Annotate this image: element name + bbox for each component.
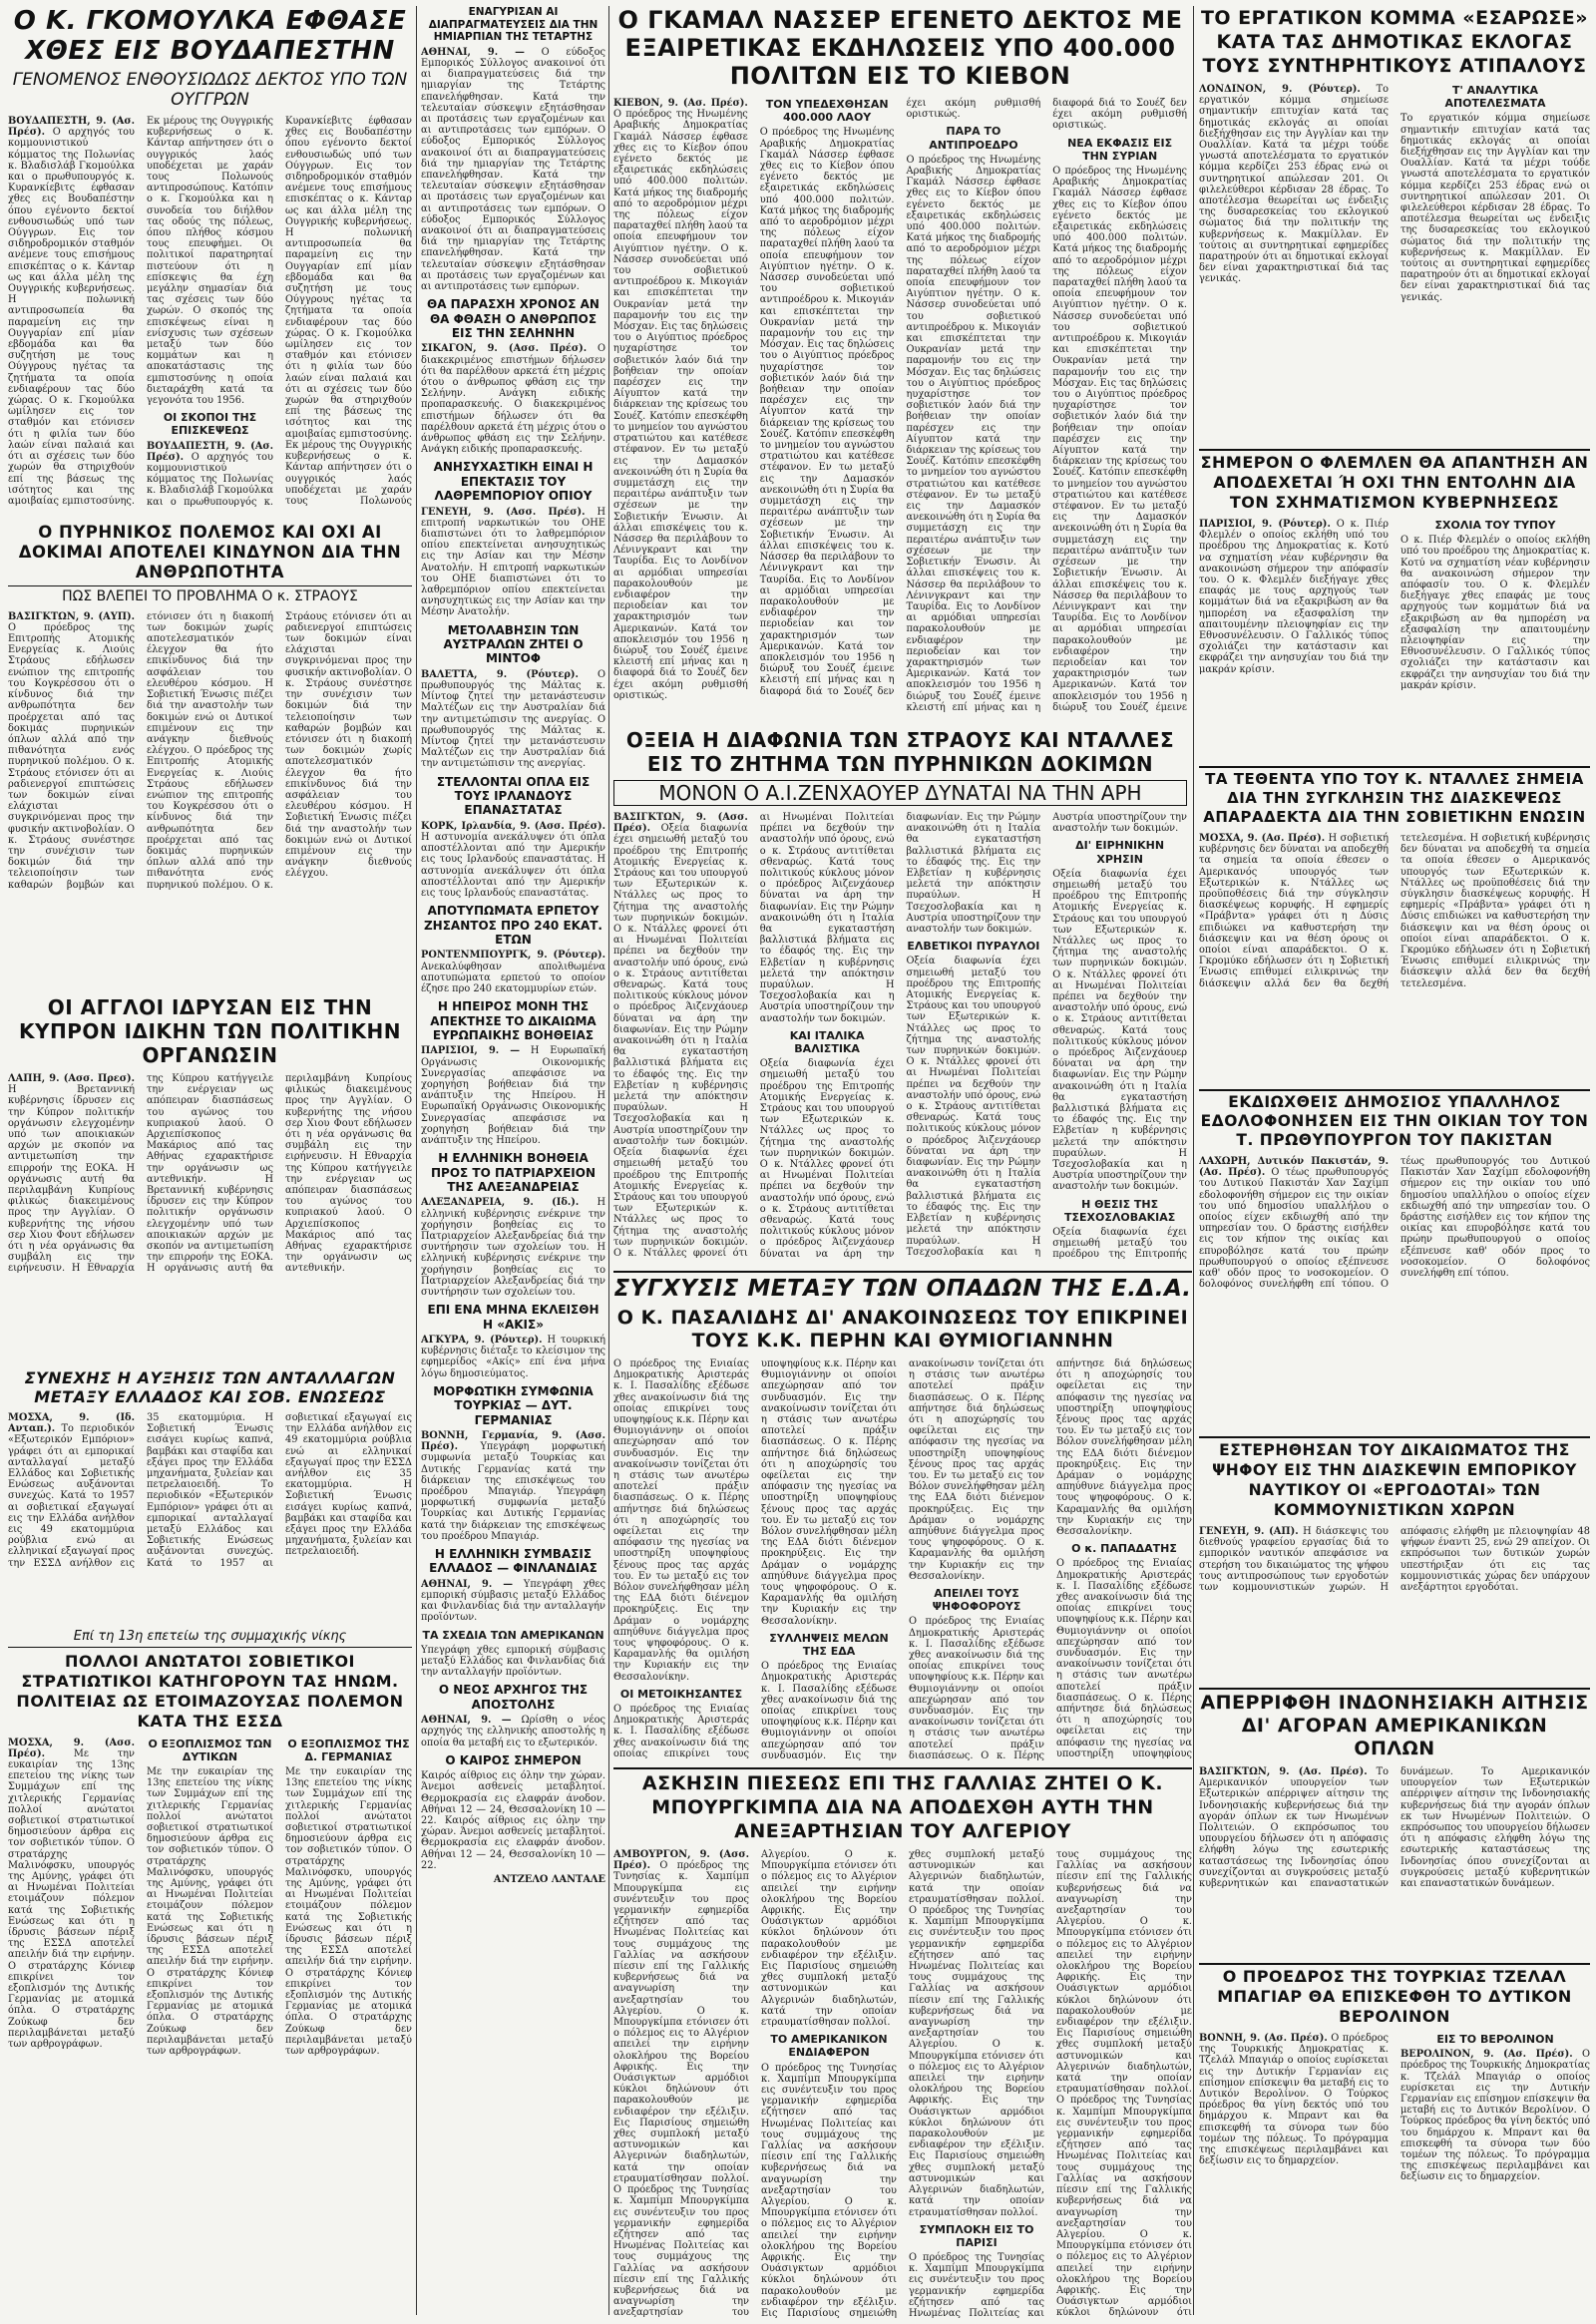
- body-text: Η Βρεταννική κυβέρνησις ίδρυσεν εις την Κύπρον πολιτικήν οργάνωσιν ελεγχομένην υπό των αποικιακών αρχών με σκοπόν να αντιμετωπίση την επιρροήν της ΕΟΚΑ. Η οργάνωσις αυτή θα περιλαμβάνη Κυπρίους φιλικώς διακειμένους προς την Αγγλίαν. Ο κυβερνήτης της νήσου σερ Χιου Φουτ εδήλωσεν ότι η νέα οργάνωσις θα συμβάλη εις την ειρήνευσιν. Η Εθναρχία της Κύπρου κατήγγειλε την ενέργειαν ως απόπειραν διασπάσεως του αγώνος του κυπριακού λαού. Ο Αρχιεπίσκοπος Μακάριος από τας Αθήνας εχαρακτήρισε την οργάνωσιν ως αντεθνικήν.: [147, 1073, 412, 1275]
- body-text: Οξεία διαφωνία έχει σημειωθή μεταξύ του προέδρου της Επιτροπής Ατομικής Ενεργείας κ. Στράους και του υπουργού των Εξωτερικών κ. Ντάλλες ως προς το ζήτημα της αναστολής των πυρηνικών δοκιμών. Ο κ. Ντάλλες φρονεί ότι αι Ηνωμέναι Πολιτείαι πρέπει να δεχθούν την αναστολήν υπό όρους, ενώ ο κ. Στράους αντιτίθεται σθεναρώς. Κατά τους πολιτικούς κύκλους μόνον ο πρόεδρος Άιζενχάουερ δύναται να άρη την διαφωνίαν. Εις την Ρώμην ανακοινώθη ότι η Ιταλία θα εγκαταστήση βαλλιστικά βλήματα εις το έδαφός της. Εις την Ελβετίαν η κυβέρνησις μελετά την απόκτησιν πυραύλων. Η Τσεχοσλοβακία και η Αυστρία υποστηρίζουν την αναστολήν των δοκιμών.: [759, 812, 1041, 1260]
- article-body: [613, 98, 1187, 716]
- headline: ΑΝΗΣΥΧΑΣΤΙΚΗ ΕΙΝΑΙ Η ΕΠΕΚΤΑΣΙΣ ΤΟΥ ΛΑΘΡΕΜΠΟΡΙΟΥ ΟΠΙΟΥ: [433, 460, 594, 504]
- body-text: Ο πρόεδρος της Επιτροπής Ατομικής Ενεργείας κ. Λιούις Στράους εδήλωσεν ενώπιον της επιτροπής του Κογκρέσσου ότι ο κίνδυνος διά την ανθρωπότητα δεν προέρχεται από τας δοκιμάς πυρηνικών όπλων αλλά από την πιθανότητα ενός πυρηνικού πολέμου. Ο κ. Στράους ετόνισεν ότι αι ραδιενεργοί επιπτώσεις των δοκιμών είναι ελάχισται συγκρινόμεναι προς την φυσικήν ακτινοβολίαν. Ο κ. Στράους συνέστησε την συνέχισιν των δοκιμών διά την τελειοποίησιν των καθαρών βομβών και ετόνισεν ότι η διακοπή των δοκιμών χωρίς αποτελεσματικόν έλεγχον θα ήτο επικίνδυνος διά την ασφάλειαν του ελευθέρου κόσμου. Η Σοβιετική Ένωσις πιέζει διά την αναστολήν των δοκιμών ενώ οι Δυτικοί επιμένουν εις την ανάγκην διεθνούς ελέγχου.: [8, 610, 273, 891]
- article-body: [1199, 833, 1590, 1082]
- dateline: ΓΕΝΕΥΗ, 9. (Ασσ. Πρέσ).: [421, 506, 586, 518]
- article-body: [421, 1715, 605, 1748]
- body-text: Με την ευκαιρίαν της 13ης επετείου της νίκης των Συμμάχων επί της χιτλερικής Γερμανίας πολλοί ανώτατοι σοβιετικοί στρατιωτικοί δημοσιεύουν άρθρα εις τον σοβιετικόν τύπον. Ο στρατάρχης Μαλινόφσκυ, υπουργός της Αμύνης, γράφει ότι αι Ηνωμέναι Πολιτείαι ετοιμάζουν πόλεμον κατά της Σοβιετικής Ενώσεως και ότι η ίδρυσις βάσεων πέριξ της ΕΣΣΔ αποτελεί απειλήν διά την ειρήνην. Ο στρατάρχης Κόνιεφ επικρίνει τον εξοπλισμόν της Δυτικής Γερμανίας με ατομικά όπλα. Ο στρατάρχης Ζούκωφ δεν περιλαμβάνεται μεταξύ των αρθρογράφων.: [147, 1765, 273, 2057]
- body-text: Ο πρόεδρος της Ενιαίας Δημοκρατικής Αριστεράς κ. Ι. Πασαλίδης εξέδωσε χθες ανακοίνωσιν διά της οποίας επικρίνει τους υποψηφίους κ.κ. Πέρην και Θυμιογιάννην οι οποίοι απεχώρησαν από τον συνδυασμόν. Εις την ανακοίνωσιν τονίζεται ότι η στάσις των ανωτέρω αποτελεί πράξιν διασπάσεως. Ο κ. Πέρης απήντησε διά δηλώσεως ότι η αποχώρησίς του οφείλεται εις την απόφασιν της ηγεσίας να υποστηρίξη υποψηφίους ξένους προς τας αρχάς του. Εν τω μεταξύ εις τον Βόλον συνελήφθησαν μέλη της ΕΔΑ διότι διένεμον προκηρύξεις. Εις την Δράμαν ο νομάρχης απηύθυνε διάγγελμα προς τους ψηφοφόρους. Ο κ. Καραμανλής θα ομιλήση την Κυριακήν εις την Θεσσαλονίκην.: [909, 1358, 1192, 1761]
- body-text: Η Ευρωπαϊκή Οργάνωσις Οικονομικής Συνεργασίας απεφάσισε να χορηγήση βοήθειαν διά την ανάπτυξιν της Ηπείρου.: [421, 1090, 605, 1147]
- article-body: [421, 1430, 605, 1542]
- headline: ΤΟ ΕΡΓΑΤΙΚΟΝ ΚΟΜΜΑ «ΕΣΑΡΩΣΕ» ΚΑΤΑ ΤΑΣ ΔΗΜΟΤΙΚΑΣ ΕΚΛΟΓΑΣ ΤΟΥΣ ΣΥΝΤΗΡΗΤΙΚΟΥΣ ΑΤΙΠΑΛΟΥΣ: [1200, 7, 1589, 77]
- headline: ΘΑ ΠΑΡΑΣΧΗ ΧΡΟΝΟΣ ΑΝ ΘΑ ΦΘΑΣΗ Ο ΑΝΘΡΩΠΟΣ ΕΙΣ ΤΗΝ ΣΕΛΗΝΗΝ: [427, 297, 599, 341]
- article-cyprus: [8, 995, 412, 1364]
- article-body: [421, 1335, 605, 1379]
- body-text: Το Αμερικανικόν υπουργείον των Εξωτερικών απέρριψεν αίτησιν της Ινδονησιακής κυβερνήσεως διά την αγοράν όπλων εκ των Ηνωμένων Πολιτειών. Ο εκπρόσωπος του υπουργείου δήλωσεν ότι η απόφασις ελήφθη λόγω της εσωτερικής καταστάσεως της Ινδονησίας όπου συνεχίζονται αι συγκρούσεις μεταξύ κυβερνητικών και επαναστατικών δυνάμεων.: [1199, 1766, 1453, 1890]
- section-heading: ΤΟ ΑΜΕΡΙΚΑΝΙΚΟΝ ΕΝΔΙΑΦΕΡΟΝ: [770, 2033, 888, 2060]
- section-heading: ΟΙ ΣΚΟΠΟΙ ΤΗΣ ΕΠΙΣΚΕΨΕΩΣ: [163, 411, 257, 438]
- section-heading: ΝΕΑ ΕΚΦΑΣΙΣ ΕΙΣ ΤΗΝ ΣΥΡΙΑΝ: [1067, 136, 1173, 163]
- body-text: Ανεκαλύφθησαν απολιθωμένα αποτυπώματα ερπετού το οποίον έζησε προ 240 εκατομμυρίων ετών.: [421, 961, 605, 995]
- dateline: ΑΛΕΞΑΝΔΡΕΙΑ, 9. (Ιδ.).: [421, 1197, 580, 1209]
- article-body: [8, 1738, 412, 2318]
- article-greece-ussr: [8, 1368, 412, 1626]
- article-indonesia: [1199, 1688, 1590, 1959]
- headline: ΑΠΟΤΥΠΩΜΑΤΑ ΕΡΠΕΤΟΥ ΖΗΣΑΝΤΟΣ ΠΡΟ 240 ΕΚΑΤ. ΕΤΩΝ: [423, 904, 602, 948]
- headline: Ο ΝΕΟΣ ΑΡΧΗΓΟΣ ΤΗΣ ΑΠΟΣΤΟΛΗΣ: [438, 1683, 589, 1712]
- section-heading: Ο ΕΞΟΠΛΙΣΜΟΣ ΤΩΝ ΔΥΤΙΚΩΝ: [148, 1737, 272, 1763]
- byline: ΑΝΤΖΕΛΟ ΛΑΝΤΑΛΕ: [493, 1874, 605, 1886]
- dateline: ΒΟΥΔΑΠΕΣΤΗ, 9. (Ασ. Πρέσ).: [8, 116, 135, 139]
- body-text: Ο πρόεδρος της Ενιαίας Δημοκρατικής Αριστεράς κ. Ι. Πασαλίδης εξέδωσε χθες ανακοίνωσιν διά της οποίας επικρίνει τους υποψηφίους κ.κ. Πέρην και Θυμιογιάννην οι οποίοι απεχώρησαν από τον συνδυασμόν. Εις την ανακοίνωσιν τονίζεται ότι η στάσις των ανωτέρω αποτελεί πράξιν διασπάσεως. Ο κ. Πέρης απήντησε διά δηλώσεως ότι η αποχώρησίς του οφείλεται εις την απόφασιν της ηγεσίας να υποστηρίξη υποψηφίους ξένους προς τας αρχάς του. Εν τω μεταξύ εις τον Βόλον συνελήφθησαν μέλη της ΕΔΑ διότι διένεμον προκηρύξεις. Εις την Δράμαν ο νομάρχης απηύθυνε διάγγελμα προς τους ψηφοφόρους. Ο κ. Καραμανλής θα ομιλήση την Κυριακήν εις την Θεσσαλονίκην.: [761, 1358, 1044, 1761]
- section-heading: ΤΑ ΣΧΕΔΙΑ ΤΩΝ ΑΜΕΡΙΚΑΝΩΝ: [422, 1628, 604, 1642]
- body-text: Το περιοδικόν «Εξωτερικόν Εμπόριον» γράφει ότι αι εμπορικαί ανταλλαγαί μεταξύ Ελλάδος και Σοβιετικής Ενώσεως αυξάνονται συνεχώς. Κατά το 1957 αι σοβιετικαί εξαγωγαί εις την Ελλάδα ανήλθον εις 49 εκατομμύρια ρούβλια ενώ αι ελληνικαί εξαγωγαί προς την ΕΣΣΔ ανήλθον εις 35 εκατομμύρια. Η Σοβιετική Ένωσις εισάγει κυρίως καπνά, βαμβάκι και σταφίδα και εξάγει προς την Ελλάδα μηχανήματα, ξυλείαν και πετρελαιοειδή.: [147, 1412, 412, 1569]
- headline: ΑΠΕΡΡΙΦΘΗ ΙΝΔΟΝΗΣΙΑΚΗ ΑΙΤΗΣΙΣ ΔΙ' ΑΓΟΡΑΝ ΑΜΕΡΙΚΑΝΙΚΩΝ ΟΠΛΩΝ: [1199, 1688, 1590, 1760]
- article-shipowners: [1199, 1436, 1590, 1684]
- article-nuclear-war: [8, 523, 412, 991]
- article-body: [1199, 84, 1590, 433]
- dateline: ΒΑΣΙΓΚΤΩΝ, 9. (Ασσ. Πρέσ).: [613, 812, 748, 835]
- headline: ΜΕΤΟΛΑΒΗΣΙΝ ΤΩΝ ΑΥΣΤΡΑΛΩΝ ΖΗΤΕΙ Ο ΜΙΝΤΟΦ: [443, 622, 584, 666]
- body-text: Ο τέως πρωθυπουργός του Δυτικού Πακιστάν Χαν Σαχίμπ εδολοφονήθη σήμερον εις την οικίαν του υπό δημοσίου υπαλλήλου ο οποίος είχεν εκδιωχθή από την υπηρεσίαν του. Ο δράστης εισήλθεν εις τον κήπον της οικίας και επυροβόλησε κατά του πρώην πρωθυπουργού ο οποίος εξέπνευσε καθ' οδόν προς το νοσοκομείον. Ο δολοφόνος συνελήφθη επί τόπου.: [1199, 1167, 1389, 1291]
- body-text: Ο κ. Πιέρ Φλεμλέν ο οποίος εκλήθη υπό του προέδρου της Δημοκρατίας κ. Κοτύ να σχηματίση νέαν κυβέρνησιν θα ανακοινώση σήμερον την απόφασίν του. Ο κ. Φλεμλέν διεξήγαγε χθες επαφάς με τους αρχηγούς των κομμάτων διά να εξακριβώση αν θα ημπορέση να εξασφαλίση την απαιτουμένην πλειοψηφίαν εις την Εθνοσυνέλευσιν. Ο Γαλλικός τύπος σχολιάζει την κατάστασιν και εκφράζει την ανησυχίαν του διά την μακράν κρίσιν.: [1400, 535, 1590, 691]
- section-heading: ΚΑΙ ΙΤΑΛΙΚΑ ΒΑΛΙΣΤΙΚΑ: [789, 1028, 865, 1056]
- headline: ΕΠΙ ΕΝΑ ΜΗΝΑ ΕΚΛΕΙΣΘΗ Η «ΑΚΙΣ»: [427, 1303, 599, 1332]
- column-rule: [416, 6, 417, 2315]
- headline: Η ΕΛΛΗΝΙΚΗ ΒΟΗΘΕΙΑ ΠΡΟΣ ΤΟ ΠΑΤΡΙΑΡΧΕΙΟΝ ΤΗΣ ΑΛΕΞΑΝΔΡΕΙΑΣ: [431, 1151, 596, 1195]
- body-text: Υπεγράφη χθες εμπορική σύμβασις μεταξύ Ελλάδος και Φινλανδίας διά την ανταλλαγήν προϊόντων.: [421, 1578, 605, 1624]
- body-text: Το εργατικόν κόμμα σημείωσε σημαντικήν επιτυχίαν κατά τας δημοτικάς εκλογάς αι οποίαι διεξήχθησαν εις την Αγγλίαν και την Ουαλλίαν. Κατά τα μέχρι τούδε γνωστά αποτελέσματα το εργατικόν κόμμα κερδίζει 253 έδρας ενώ οι συντηρητικοί απώλεσαν 201. Οι φιλελεύθεροι κέρδισαν 28 έδρας. Το αποτέλεσμα θεωρείται ως ένδειξις της δυσαρεσκείας του εκλογικού σώματος διά την πολιτικήν της κυβερνήσεως κ. Μακμίλλαν. Εν τούτοις αι συντηρητικαί εφημερίδες παρατηρούν ότι αι δημοτικαί εκλογαί δεν είναι χαρακτηριστικαί διά τας γενικάς.: [1400, 113, 1590, 303]
- dateline: ΑΘΗΝΑΙ, 9. —: [421, 46, 525, 58]
- dateline: ΚΙΕΒΟΝ, 9. (Ασ. Πρέσ).: [613, 98, 748, 109]
- body-text: Ο εύδοξος Εμπορικός Σύλλογος ανακοινοί ότι αι διαπραγματεύσεις διά την ημιαργίαν της Τετάρτης επανελήφθησαν. Κατά την τελευταίαν σύσκεψιν εξητάσθησαν αι προτάσεις των εργαζομένων και αι αντιπροτάσεις των εμπόρων.: [421, 125, 605, 214]
- body-text: Ο αρχηγός του κομμουνιστικού κόμματος της Πολωνίας κ. Βλαδισλάβ Γκομούλκα και ο πρωθυπουργός κ. Κυρανκίεβιτς έφθασαν χθες εις Βουδαπέστην όπου εγένοντο δεκτοί ενθουσιωδώς υπό των Ούγγρων. Εις τον σιδηροδρομικόν σταθμόν ανέμενε τους επισήμους επισκέπτας ο κ. Κάνταρ ως και άλλα μέλη της Ουγγρικής κυβερνήσεως. Η πολωνική αντιπροσωπεία θα παραμείνη εις την Ουγγαρίαν επί μίαν εβδομάδα και θα συζητήση με τους Ούγγρους ηγέτας τα ζητήματα τα οποία ενδιαφέρουν τας δύο χώρας. Ο κ. Γκομούλκα ωμίλησεν εις τον σταθμόν και ετόνισεν ότι η φιλία των δύο λαών είναι παλαιά και ότι αι σχέσεις των δύο χωρών θα στηριχθούν επί της βάσεως της ισότητος και της αμοιβαίας εμπιστοσύνης. Εκ μέρους της Ουγγρικής κυβερνήσεως ο κ. Κάνταρ απήντησεν ότι ο ουγγρικός λαός υποδέχεται με χαράν τους Πολωνούς αντιπροσώπους. Κατόπιν ο κ. Γκομούλκα και η συνοδεία του διήλθον τας οδούς της πόλεως, όπου πλήθος κόσμου τους επευφήμει. Οι πολιτικοί παρατηρηταί πιστεύουν ότι η επίσκεψις θα έχη μεγάλην σημασίαν διά τας σχέσεις των δύο χωρών. Ο σκοπός της επισκέψεως είναι η ενίσχυσις των σχέσεων μεταξύ των δύο κομμάτων και η αποκατάστασις της εμπιστοσύνης η οποία διεταράχθη κατά τα γεγονότα του 1956.: [8, 116, 273, 507]
- body-text: Ο πρόεδρος της Ηνωμένης Αραβικής Δημοκρατίας Γκαμάλ Νάσσερ έφθασε χθες εις το Κίεβον όπου εγένετο δεκτός με εξαιρετικάς εκδηλώσεις υπό 400.000 πολιτών. Κατά μήκος της διαδρομής από το αεροδρόμιον μέχρι της πόλεως είχον παραταχθεί πλήθη λαού τα οποία επευφήμουν τον Αιγύπτιον ηγέτην. Ο κ. Νάσσερ συνοδεύεται υπό του σοβιετικού αντιπροέδρου κ. Μικογιάν και επισκέπτεται την Ουκρανίαν μετά την παραμονήν του εις την Μόσχαν. Εις τας δηλώσεις του ο Αιγύπτιος πρόεδρος ηυχαρίστησε τον σοβιετικόν λαόν διά την βοήθειαν την οποίαν παρέσχεν εις την Αίγυπτον κατά την διάρκειαν της κρίσεως του Σουέζ. Κατόπιν επεσκέφθη το μνημείον του αγνώστου στρατιώτου και κατέθεσε στέφανον. Εν τω μεταξύ εις την Δαμασκόν ανεκοινώθη ότι η Συρία θα συμμετάσχη εις την περαιτέρω ανάπτυξιν των σχέσεων με την Σοβιετικήν Ένωσιν. Αι άλλαι επισκέψεις του κ. Νάσσερ θα περιλάβουν το Λένινγκραντ και την Ταυρίδα. Εις το Λονδίνον αι αρμόδιαι υπηρεσίαι παρακολουθούν με ενδιαφέρον την περιοδείαν και τον χαρακτηρισμόν των Αμερικανών. Κατά τον αποκλεισμόν του 1956 η διώρυξ του Σουέζ έμεινε κλειστή επί μήνας και η διαφορά διά το Σουέζ δεν έχει ακόμη ρυθμισθή οριστικώς.: [613, 109, 748, 701]
- article-body: [421, 1579, 605, 1679]
- dateline: ΜΟΣΧΑ, 9. (Ασσ. Πρέσ).: [8, 1737, 135, 1759]
- headline: Ο ΠΡΟΕΔΡΟΣ ΤΗΣ ΤΟΥΡΚΙΑΣ ΤΖΕΛΑΛ ΜΠΑΓΙΑΡ ΘΑ ΕΠΙΣΚΕΦΘΗ ΤΟ ΔΥΤΙΚΟΝ ΒΕΡΟΛΙΝΟΝ: [1199, 1963, 1590, 2027]
- section-heading: Ο κ. ΠΑΠΑΔΑΤΗΣ: [1071, 1542, 1177, 1556]
- article-body: [1199, 1156, 1590, 1430]
- body-text: Ωρίσθη ο νέος αρχηγός της ελληνικής αποστολής η οποία θα μεταβή εις το εξωτερικόν.: [421, 1715, 605, 1748]
- headline: Η ΗΠΕΙΡΟΣ ΜΟΝΗ ΤΗΣ ΑΠΕΚΤΗΣΕ ΤΟ ΔΙΚΑΙΩΜΑ ΕΥΡΩΠΑΙΚΗΣ ΒΟΗΘΕΙΑΣ: [430, 999, 597, 1043]
- body-text: Η Βρεταννική κυβέρνησις ίδρυσεν εις την Κύπρον πολιτικήν οργάνωσιν ελεγχομένην υπό των αποικιακών αρχών με σκοπόν να αντιμετωπίση την επιρροήν της ΕΟΚΑ. Η οργάνωσις αυτή θα περιλαμβάνη Κυπρίους φιλικώς διακειμένους προς την Αγγλίαν. Ο κυβερνήτης της νήσου σερ Χιου Φουτ εδήλωσεν ότι η νέα οργάνωσις θα συμβάλη εις την ειρήνευσιν. Η Εθναρχία της Κύπρου κατήγγειλε την ενέργειαν ως απόπειραν διασπάσεως του αγώνος του κυπριακού λαού. Ο Αρχιεπίσκοπος Μακάριος από τας Αθήνας εχαρακτήρισε την οργάνωσιν ως αντεθνικήν.: [8, 1073, 273, 1275]
- article-gomulka: [8, 6, 412, 520]
- headline: ΣΤΕΛΛΟΝΤΑΙ ΟΠΛΑ ΕΙΣ ΤΟΥΣ ΙΡΛΑΝΔΟΥΣ ΕΠΑΝΑΣΤΑΤΑΣ: [436, 774, 591, 818]
- headline: Ο Κ. ΓΚΟΜΟΥΛΚΑ ΕΦΘΑΣΕ ΧΘΕΣ ΕΙΣ ΒΟΥΔΑΠΕΣΤΗΝ: [13, 6, 407, 66]
- section-heading: ΣΧΟΛΙΑ ΤΟΥ ΤΥΠΟΥ: [1434, 519, 1556, 532]
- body-text: Καιρός αίθριος εις όλην την χώραν. Άνεμοι ασθενείς μεταβλητοί. Θερμοκρασία εις ελαφράν άνοδον. Αθήναι 12 — 24, Θεσσαλονίκη 10 — 22.: [421, 1770, 605, 1827]
- dateline: ΑΜΒΟΥΡΓΟΝ, 9. (Ασσ. Πρέσ).: [613, 1849, 749, 1872]
- article-body: [1199, 2033, 1590, 2318]
- body-text: Ο πρόεδρος της Τυνησίας κ. Χαμπίμπ Μπουργκίμπα εις συνέντευξιν του προς γερμανικήν εφημερίδα εζήτησεν από τας Ηνωμένας Πολιτείας και τους συμμάχους της Γαλλίας να ασκήσουν πίεσιν επί της Γαλλικής κυβερνήσεως διά να αναγνωρίση την ανεξαρτησίαν του Αλγερίου. Ο κ. Μπουργκίμπα ετόνισεν ότι ο πόλεμος εις το Αλγέριον απειλεί την ειρήνην ολοκλήρου της Βορείου Αφρικής. Εις την Ουάσιγκτων αρμόδιοι κύκλοι δηλώνουν ότι: [1056, 2095, 1192, 2318]
- article-eda: [613, 1271, 1192, 1764]
- body-text: Η ελληνική κυβέρνησις ενέκρινε την χορήγησιν βοηθείας εις το Πατριαρχείον Αλεξανδρείας διά την συντήρησιν των σχολείων του.: [421, 1197, 605, 1254]
- section-heading: ΟΙ ΜΕΤΟΙΚΗΣΑΝΤΕΣ: [619, 1687, 743, 1701]
- article-body: [421, 669, 605, 770]
- body-text: Το Αμερικανικόν υπουργείον των Εξωτερικών απέρριψεν αίτησιν της Ινδονησιακής κυβερνήσεως διά την αγοράν όπλων εκ των Ηνωμένων Πολιτειών. Ο εκπρόσωπος του υπουργείου δήλωσεν ότι η απόφασις ελήφθη λόγω της εσωτερικής καταστάσεως της Ινδονησίας όπου συνεχίζονται αι συγκρούσεις μεταξύ κυβερνητικών και επαναστατικών δυνάμεων.: [1400, 1766, 1590, 1890]
- body-text: Η διάσκεψις του διεθνούς γραφείου εργασίας διά το εμπορικόν ναυτικόν απεφάσισε να στερήση του δικαιώματος της ψήφου τους αντιπροσώπους των εργοδοτών των κομμουνιστικών χωρών. Η απόφασις ελήφθη με πλειοψηφίαν 48 ψήφων έναντι 25, ενώ 29 απείχον. Οι εκπρόσωποι των δυτικών χωρών υπεστήριξαν ότι εις τας κομμουνιστικάς χώρας δεν υπάρχουν ανεξάρτητοι εργοδόται.: [1199, 1526, 1590, 1594]
- body-text: Η επιτροπή ναρκωτικών του ΟΗΕ διαπιστώνει ότι το λαθρεμπόριον οπίου επεκτείνεται ανησυχητικώς εις την Ασίαν και την Μέσην Ανατολήν.: [421, 562, 605, 618]
- body-text: Ο πρόεδρος της Ηνωμένης Αραβικής Δημοκρατίας Γκαμάλ Νάσσερ έφθασε χθες εις το Κίεβον όπου εγένετο δεκτός με εξαιρετικάς εκδηλώσεις υπό 400.000 πολιτών. Κατά μήκος της διαδρομής από το αεροδρόμιον μέχρι της πόλεως είχον παραταχθεί πλήθη λαού τα οποία επευφήμουν τον Αιγύπτιον ηγέτην. Ο κ. Νάσσερ συνοδεύεται υπό του σοβιετικού αντιπροέδρου κ. Μικογιάν και επισκέπτεται την Ουκρανίαν μετά την παραμονήν του εις την Μόσχαν. Εις τας δηλώσεις του ο Αιγύπτιος πρόεδρος ηυχαρίστησε τον σοβιετικόν λαόν διά την βοήθειαν την οποίαν παρέσχεν εις την Αίγυπτον κατά την διάρκειαν της κρίσεως του Σουέζ. Κατόπιν επεσκέφθη το μνημείον του αγνώστου στρατιώτου και κατέθεσε στέφανον. Εν τω μεταξύ εις την Δαμασκόν ανεκοινώθη ότι η Συρία θα συμμετάσχη εις την περαιτέρω ανάπτυξιν των σχέσεων με την Σοβιετικήν Ένωσιν. Αι άλλαι επισκέψεις του κ. Νάσσερ θα περιλάβουν το Λένινγκραντ και την Ταυρίδα. Εις το Λονδίνον αι αρμόδιαι υπηρεσίαι παρακολουθούν με ενδιαφέρον την περιοδείαν και τον χαρακτηρισμόν των Αμερικανών. Κατά τον αποκλεισμόν του 1956 η διώρυξ του Σουέζ έμεινε κλειστή επί μήνας και η διαφορά διά το Σουέζ δεν έχει ακόμη ρυθμισθή οριστικώς.: [759, 98, 1041, 697]
- body-text: Η αστυνομία ανεκάλυψεν ότι όπλα αποστέλλονται από την Αμερικήν εις τους Ιρλανδούς επαναστάτας.: [421, 832, 605, 866]
- body-text: Το εργατικόν κόμμα σημείωσε σημαντικήν επιτυχίαν κατά τας δημοτικάς εκλογάς αι οποίαι διεξήχθησαν εις την Αγγλίαν και την Ουαλλίαν. Κατά τα μέχρι τούδε γνωστά αποτελέσματα το εργατικόν κόμμα κερδίζει 253 έδρας ενώ οι συντηρητικοί απώλεσαν 201. Οι φιλελεύθεροι κέρδισαν 28 έδρας. Το αποτέλεσμα θεωρείται ως ένδειξις της δυσαρεσκείας του εκλογικού σώματος διά την πολιτικήν της κυβερνήσεως κ. Μακμίλλαν. Εν τούτοις αι συντηρητικαί εφημερίδες παρατηρούν ότι αι δημοτικαί εκλογαί δεν είναι χαρακτηριστικαί διά τας γενικάς.: [1199, 84, 1389, 285]
- article-dulles-strauss: [613, 728, 1187, 1267]
- article-body: [1199, 1526, 1590, 1684]
- body-text: Η τουρκική κυβέρνησις διέταξε το κλείσιμον της εφημερίδος «Ακίς» επί ένα μήνα λόγω δημοσιεύματος.: [421, 1335, 605, 1379]
- headline: ΕΚΔΙΩΧΘΕΙΣ ΔΗΜΟΣΙΟΣ ΥΠΑΛΛΗΛΟΣ ΕΔΟΛΟΦΟΝΗΣΕΝ ΕΙΣ ΤΗΝ ΟΙΚΙΑΝ ΤΟΥ ΤΟΝ Τ. ΠΡΩΘΥΠΟΥΡΓΟΝ ΤΟΥ ΠΑΚΙΣΤΑΝ: [1199, 1089, 1590, 1150]
- section-heading: ΕΙΣ ΤΟ ΒΕΡΟΛΙΝΟΝ: [1436, 2033, 1554, 2046]
- section-heading: ΑΠΕΙΛΕΙ ΤΟΥΣ ΨΗΦΟΦΟΡΟΥΣ: [932, 1587, 1021, 1614]
- headline: Ο ΓΚΑΜΑΛ ΝΑΣΣΕΡ ΕΓΕΝΕΤΟ ΔΕΚΤΟΣ ΜΕ ΕΞΑΙΡΕΤΙΚΑΣ ΕΚΔΗΛΩΣΕΙΣ ΥΠΟ 400.000 ΠΟΛΙΤΩΝ ΕΙΣ ΤΟ ΚΙΕΒΟΝ: [617, 6, 1183, 90]
- column-rule: [608, 6, 609, 2315]
- body-text: Με την ευκαιρίαν της 13ης επετείου της νίκης των Συμμάχων επί της χιτλερικής Γερμανίας πολλοί ανώτατοι σοβιετικοί στρατιωτικοί δημοσιεύουν άρθρα εις τον σοβιετικόν τύπον. Ο στρατάρχης Μαλινόφσκυ, υπουργός της Αμύνης, γράφει ότι αι Ηνωμέναι Πολιτείαι ετοιμάζουν πόλεμον κατά της Σοβιετικής Ενώσεως και ότι η ίδρυσις βάσεων πέριξ της ΕΣΣΔ αποτελεί απειλήν διά την ειρήνην. Ο στρατάρχης Κόνιεφ επικρίνει τον εξοπλισμόν της Δυτικής Γερμανίας με ατομικά όπλα. Ο στρατάρχης Ζούκωφ δεν περιλαμβάνεται μεταξύ των αρθρογράφων.: [285, 1765, 412, 2057]
- section-heading: Η ΘΕΣΙΣ ΤΗΣ ΤΣΕΧΟΣΛΟΒΑΚΙΑΣ: [1063, 1197, 1176, 1224]
- dateline: ΛΟΝΔΙΝΟΝ, 9. (Ρόυτερ).: [1199, 84, 1361, 95]
- dateline: ΛΑΧΩΡΗ, Δυτικόν Πακιστάν, 9. (Ασ. Πρέσ).: [1199, 1156, 1389, 1179]
- body-text: Υπεγράφη χθες εμπορική σύμβασις μεταξύ Ελλάδος και Φινλανδίας διά την ανταλλαγήν προϊόντων.: [421, 1644, 605, 1679]
- dateline: ΣΙΚΑΓΟΝ, 9. (Ασσ. Πρέσ).: [421, 343, 588, 355]
- dateline: ΒΑΣΙΓΚΤΩΝ, 9. (Ασ. Πρέσ).: [1199, 1766, 1368, 1777]
- headline: Ο ΚΑΙΡΟΣ ΣΗΜΕΡΟΝ: [445, 1752, 582, 1767]
- body-text: Οξεία διαφωνία έχει σημειωθή μεταξύ του προέδρου της Επιτροπής: [1052, 1227, 1187, 1261]
- body-text: Ο διακεκριμένος επιστήμων δήλωσεν ότι θα παρέλθουν αρκετά έτη μέχρις ότου ο άνθρωπος φθάση εις την Σελήνην. Ανάγκη ειδικής προπαρασκευής.: [421, 343, 605, 411]
- body-text: Ο πρόεδρος της Επιτροπής Ατομικής Ενεργείας κ. Λιούις Στράους εδήλωσεν ενώπιον της επιτροπής του Κογκρέσσου ότι ο κίνδυνος διά την ανθρωπότητα δεν προέρχεται από τας δοκιμάς πυρηνικών όπλων αλλά από την πιθανότητα ενός πυρηνικού πολέμου. Ο κ. Στράους ετόνισεν ότι αι ραδιενεργοί επιπτώσεις των δοκιμών είναι ελάχισται συγκρινόμεναι προς την φυσικήν ακτινοβολίαν. Ο κ. Στράους συνέστησε την συνέχισιν των δοκιμών διά την τελειοποίησιν των καθαρών βομβών και ετόνισεν ότι η διακοπή των δοκιμών χωρίς αποτελεσματικόν έλεγχον θα ήτο επικίνδυνος διά την ασφάλειαν του ελευθέρου κόσμου. Η Σοβιετική Ένωσις πιέζει διά την αναστολήν των δοκιμών ενώ οι Δυτικοί επιμένουν εις την ανάγκην διεθνούς ελέγχου.: [147, 610, 412, 891]
- headline: ΟΞΕΙΑ Η ΔΙΑΦΩΝΙΑ ΤΩΝ ΣΤΡΑΟΥΣ ΚΑΙ ΝΤΑΛΛΕΣ ΕΙΣ ΤΟ ΖΗΤΗΜΑ ΤΩΝ ΠΥΡΗΝΙΚΩΝ ΔΟΚΙΜΩΝ: [625, 728, 1175, 776]
- body-text: Η σοβιετική κυβέρνησις δεν δύναται να αποδεχθή τα σημεία τα οποία έθεσεν ο Αμερικανός υπουργός των Εξωτερικών κ. Ντάλλες ως προϋποθέσεις διά την σύγκλησιν διασκέψεως κορυφής. Η εφημερίς «Πράβντα» γράφει ότι η Δύσις επιδιώκει να καθυστερήση την διάσκεψιν και να θέση όρους οι οποίοι είναι απαράδεκτοι. Ο κ. Γκρομύκο εδήλωσεν ότι η Σοβιετική Ένωσις επιθυμεί ειλικρινώς την διάσκεψιν αλλά δεν θα δεχθή τετελεσμένα.: [1199, 833, 1467, 989]
- body-text: Οξεία διαφωνία έχει σημειωθή μεταξύ του προέδρου της Επιτροπής Ατομικής Ενεργείας κ. Στράους και του υπουργού των Εξωτερικών κ. Ντάλλες ως προς το ζήτημα της αναστολής των πυρηνικών δοκιμών. Ο κ. Ντάλλες φρονεί ότι αι Ηνωμέναι Πολιτείαι πρέπει να δεχθούν την αναστολήν υπό όρους, ενώ ο κ. Στράους αντιτίθεται σθεναρώς. Κατά τους πολιτικούς κύκλους μόνον ο πρόεδρος Άιζενχάουερ δύναται να άρη την διαφωνίαν. Εις την Ρώμην ανακοινώθη ότι η Ιταλία θα εγκαταστήση βαλλιστικά βλήματα εις το έδαφός της. Εις την Ελβετίαν η κυβέρνησις μελετά την απόκτησιν πυραύλων. Η Τσεχοσλοβακία και η Αυστρία υποστηρίζουν την αναστολήν των δοκιμών.: [906, 812, 1187, 1258]
- subhead: ΠΩΣ ΒΛΕΠΕΙ ΤΟ ΠΡΟΒΛΗΜΑ Ο κ. ΣΤΡΑΟΥΣ: [62, 588, 358, 604]
- article-body: [8, 611, 412, 991]
- body-text: Ο πρόεδρος της Τουρκικής Δημοκρατίας κ. Τζελάλ Μπαγιάρ ο οποίος ευρίσκεται εις την Δυτικήν Γερμανίαν εις επίσημον επίσκεψιν θα μεταβή εις το Δυτικόν Βερολίνον. Ο Τούρκος πρόεδρος θα γίνη δεκτός υπό του δημάρχου κ. Μπραντ και θα επισκεφθή τα σύνορα των δύο τομέων της πόλεως. Το πρόγραμμα της επισκέψεως περιλαμβάνει και δεξίωσιν εις το δημαρχείον.: [1400, 2049, 1590, 2183]
- article-body: [8, 1073, 412, 1364]
- headline: ΣΥΓΧΥΣΙΣ ΜΕΤΑΞΥ ΤΩΝ ΟΠΑΔΩΝ ΤΗΣ Ε.Δ.Α.: [613, 1271, 1192, 1303]
- article-victory: [8, 1630, 412, 2318]
- body-text: Ο πρωθυπουργός της Μάλτας κ. Μίντοφ ζητεί την μετανάστευσιν Μαλτέζων εις την Αυστραλίαν διά την αντιμετώπισιν της ανεργίας.: [421, 668, 605, 725]
- section-heading: ΣΥΛΛΗΨΕΙΣ ΜΕΛΩΝ ΤΗΣ ΕΔΑ: [769, 1631, 889, 1659]
- article-body: [613, 812, 1187, 1266]
- body-text: Ο πρωθυπουργός της Μάλτας κ. Μίντοφ ζητεί την μετανάστευσιν Μαλτέζων εις την Αυστραλίαν διά την αντιμετώπισιν της ανεργίας.: [421, 713, 605, 770]
- article-body: [613, 1849, 1192, 2318]
- headline: ΣΥΝΕΧΗΣ Η ΑΥΞΗΣΙΣ ΤΩΝ ΑΝΤΑΛΛΑΓΩΝ ΜΕΤΑΞΥ ΕΛΛΑΔΟΣ ΚΑΙ ΣΟΒ. ΕΝΩΣΕΩΣ: [24, 1368, 396, 1406]
- article-body: [8, 116, 412, 510]
- dateline: ΜΟΣΧΑ, 9. (Ιδ. Ανταπ.).: [8, 1412, 135, 1435]
- column-briefs: [421, 6, 605, 2318]
- body-text: Ο πρόεδρος της Τυνησίας κ. Χαμπίμπ Μπουργκίμπα εις συνέντευξιν του προς γερμανικήν εφημερίδα εζήτησεν από τας Ηνωμένας Πολιτείας και τους συμμάχους της Γαλλίας να ασκήσουν πίεσιν επί της Γαλλικής κυβερνήσεως διά να αναγνωρίση την ανεξαρτησίαν του Αλγερίου. Ο κ. Μπουργκίμπα ετόνισεν ότι ο πόλεμος εις το Αλγέριον απειλεί την ειρήνην ολοκλήρου της Βορείου Αφρικής. Εις την Ουάσιγκτων αρμόδιοι κύκλοι δηλώνουν ότι παρακολουθούν με ενδιαφέρον την εξέλιξιν. Εις Παρισίους σημειώθη χθες συμπλοκή μεταξύ αστυνομικών και Αλγερινών διαδηλωτών, κατά την οποίαν ετραυματίσθησαν πολλοί.: [909, 1849, 1192, 2318]
- dateline: ΚΟΡΚ, Ιρλανδία, 9. (Ασσ. Πρέσ).: [421, 820, 605, 832]
- article-body: [1199, 519, 1590, 758]
- headline: Ο ΠΥΡΗΝΙΚΟΣ ΠΟΛΕΜΟΣ ΚΑΙ ΟΧΙ ΑΙ ΔΟΚΙΜΑΙ ΑΠΟΤΕΛΕΙ ΚΙΝΔΥΝΟΝ ΔΙΑ ΤΗΝ ΑΝΘΡΩΠΟΤΗΤΑ: [18, 523, 402, 581]
- article-body: [421, 343, 605, 455]
- body-text: Ο κ. Πιέρ Φλεμλέν ο οποίος εκλήθη υπό του προέδρου της Δημοκρατίας κ. Κοτύ να σχηματίση νέαν κυβέρνησιν θα ανακοινώση σήμερον την απόφασίν του. Ο κ. Φλεμλέν διεξήγαγε χθες επαφάς με τους αρχηγούς των κομμάτων διά να εξακριβώση αν θα ημπορέση να εξασφαλίση την απαιτουμένην πλειοψηφίαν εις την Εθνοσυνέλευσιν. Ο Γαλλικός τύπος σχολιάζει την κατάστασιν και εκφράζει την ανησυχίαν του διά την μακράν κρίσιν.: [1199, 519, 1389, 675]
- body-text: Ο πρόεδρος της Τυνησίας κ. Χαμπίμπ Μπουργκίμπα εις συνέντευξιν του προς γερμανικήν εφημερίδα εζήτησεν από τας Ηνωμένας Πολιτείας και τους συμμάχους της Γαλλίας να ασκήσουν πίεσιν επί της Γαλλικής κυβερνήσεως διά να αναγνωρίση την ανεξαρτησίαν του Αλγερίου. Ο κ. Μπουργκίμπα ετόνισεν ότι ο πόλεμος εις το Αλγέριον απειλεί την ειρήνην ολοκλήρου της Βορείου Αφρικής. Εις την Ουάσιγκτων αρμόδιοι κύκλοι δηλώνουν ότι παρακολουθούν με ενδιαφέρον την εξέλιξιν. Εις Παρισίους σημειώθη χθες συμπλοκή μεταξύ αστυνομικών και Αλγερινών διαδηλωτών, κατά την οποίαν ετραυματίσθησαν πολλοί.: [761, 1849, 1044, 2318]
- dateline: ΒΕΡΟΛΙΝΟΝ, 9. (Ασ. Πρέσ).: [1400, 2049, 1573, 2061]
- dateline: ΜΟΣΧΑ, 9. (Ασ. Πρέσ).: [1199, 833, 1326, 844]
- body-text: Υπεγράφη μορφωτική συμφωνία μεταξύ Τουρκίας και Δυτικής Γερμανίας κατά την διάρκειαν της επισκέψεως του προέδρου Μπαγιάρ.: [421, 1486, 605, 1542]
- dateline: ΑΘΗΝΑΙ, 9. —: [421, 1715, 512, 1727]
- body-text: Καιρός αίθριος εις όλην την χώραν. Άνεμοι ασθενείς μεταβλητοί. Θερμοκρασία εις ελαφράν άνοδον. Αθήναι 12 — 24, Θεσσαλονίκη 10 — 22.: [421, 1815, 605, 1871]
- dateline: ΡΟΝΤΕΝΜΠΟΥΡΓΚ, 9. (Ρόυτερ).: [421, 950, 605, 962]
- dateline: ΒΑΣΙΓΚΤΩΝ, 9. (ΑΥΠ).: [8, 610, 135, 622]
- body-text: Η επιτροπή ναρκωτικών του ΟΗΕ διαπιστώνει ότι το λαθρεμπόριον οπίου επεκτείνεται ανησυχητικώς εις την Ασίαν και την Μέσην Ανατολήν.: [421, 506, 605, 574]
- subhead: ΓΕΝΟΜΕΝΟΣ ΕΝΘΟΥΣΙΩΔΩΣ ΔΕΚΤΟΣ ΥΠΟ ΤΩΝ ΟΥΓΓΡΩΝ: [12, 70, 408, 110]
- article-body: [8, 1412, 412, 1622]
- body-text: Ο εύδοξος Εμπορικός Σύλλογος ανακοινοί ότι αι διαπραγματεύσεις διά την ημιαργίαν της Τετάρτης επανελήφθησαν. Κατά την τελευταίαν σύσκεψιν εξητάσθησαν αι προτάσεις των εργαζομένων και αι αντιπροτάσεις των εμπόρων.: [421, 202, 605, 293]
- article-pakistan: [1199, 1089, 1590, 1433]
- section-heading: ΤΟΝ ΥΠΕΔΕΧΘΗΣΑΝ 400.000 ΛΑΟΥ: [765, 98, 889, 125]
- body-text: Ο πρόεδρος της Τουρκικής Δημοκρατίας κ. Τζελάλ Μπαγιάρ ο οποίος ευρίσκεται εις την Δυτικήν Γερμανίαν εις επίσημον επίσκεψιν θα μεταβή εις το Δυτικόν Βερολίνον. Ο Τούρκος πρόεδρος θα γίνη δεκτός υπό του δημάρχου κ. Μπραντ και θα επισκεφθή τα σύνορα των δύο τομέων της πόλεως. Το πρόγραμμα της επισκέψεως περιλαμβάνει και δεξίωσιν εις το δημαρχείον.: [1199, 2033, 1389, 2167]
- article-body: [421, 1197, 605, 1298]
- body-text: Ο τέως πρωθυπουργός του Δυτικού Πακιστάν Χαν Σαχίμπ εδολοφονήθη σήμερον εις την οικίαν του υπό δημοσίου υπαλλήλου ο οποίος είχεν εκδιωχθή από την υπηρεσίαν του. Ο δράστης εισήλθεν εις τον κήπον της οικίας και επυροβόλησε κατά του πρώην πρωθυπουργού ο οποίος εξέπνευσε καθ' οδόν προς το νοσοκομείον. Ο δολοφόνος συνελήφθη επί τόπου.: [1380, 1156, 1590, 1291]
- subhead: ΜΟΝΟΝ Ο Α.Ι.ΖΕΝΧΑΟΥΕΡ ΔΥΝΑΤΑΙ ΝΑ ΤΗΝ ΑΡΗ: [613, 780, 1187, 806]
- body-text: Ο πρόεδρος της Ενιαίας Δημοκρατικής Αριστεράς κ. Ι. Πασαλίδης εξέδωσε χθες ανακοίνωσιν διά της οποίας επικρίνει τους υποψηφίους κ.κ. Πέρην και Θυμιογιάννην οι οποίοι απεχώρησαν από τον συνδυασμόν. Εις την ανακοίνωσιν τονίζεται ότι η στάσις των ανωτέρω αποτελεί πράξιν διασπάσεως. Ο κ. Πέρης απήντησε διά δηλώσεως ότι η αποχώρησίς του οφείλεται εις την απόφασιν της ηγεσίας να υποστηρίξη υποψηφίους ξένους προς τας αρχάς του. Εν τω μεταξύ εις τον Βόλον συνελήφθησαν μέλη της ΕΔΑ διότι διένεμον προκηρύξεις. Εις την Δράμαν ο νομάρχης απηύθυνε διάγγελμα προς τους ψηφοφόρους. Ο κ. Καραμανλής θα ομιλήση την Κυριακήν εις την Θεσσαλονίκην.: [613, 1358, 897, 1759]
- article-body: [421, 47, 605, 292]
- body-text: Ο αρχηγός του κομμουνιστικού κόμματος της Πολωνίας κ. Βλαδισλάβ Γκομούλκα και ο πρωθυπουργός κ. Κυρανκίεβιτς έφθασαν χθες εις Βουδαπέστην όπου εγένοντο δεκτοί ενθουσιωδώς υπό των Ούγγρων. Εις τον σιδηροδρομικόν σταθμόν ανέμενε τους επισήμους επισκέπτας ο κ. Κάνταρ ως και άλλα μέλη της Ουγγρικής κυβερνήσεως. Η πολωνική αντιπροσωπεία θα παραμείνη εις την Ουγγαρίαν επί μίαν εβδομάδα και θα συζητήση με τους Ούγγρους ηγέτας τα ζητήματα τα οποία ενδιαφέρουν τας δύο χώρας. Ο κ. Γκομούλκα ωμίλησεν εις τον σταθμόν και ετόνισεν ότι η φιλία των δύο λαών είναι παλαιά και ότι αι σχέσεις των δύο χωρών θα στηριχθούν επί της βάσεως της ισότητος και της αμοιβαίας εμπιστοσύνης. Εκ μέρους της Ουγγρικής κυβερνήσεως ο κ. Κάνταρ απήντησεν ότι ο ουγγρικός λαός υποδέχεται με χαράν τους Πολωνούς: [147, 116, 412, 508]
- body-text: Η σοβιετική κυβέρνησις δεν δύναται να αποδεχθή τα σημεία τα οποία έθεσεν ο Αμερικανός υπουργός των Εξωτερικών κ. Ντάλλες ως προϋποθέσεις διά την σύγκλησιν διασκέψεως κορυφής. Η εφημερίς «Πράβντα» γράφει ότι η Δύσις επιδιώκει να καθυστερήση την διάσκεψιν και να θέση όρους οι οποίοι είναι απαράδεκτοι. Ο κ. Γκρομύκο εδήλωσεν ότι η Σοβιετική Ένωσις επιθυμεί ειλικρινώς την διάσκεψιν αλλά δεν θα δεχθή τετελεσμένα.: [1400, 833, 1590, 989]
- body-text: Οξεία διαφωνία έχει σημειωθή μεταξύ του προέδρου της Επιτροπής Ατομικής Ενεργείας κ. Στράους και του υπουργού των Εξωτερικών κ. Ντάλλες ως προς το ζήτημα της αναστολής των πυρηνικών δοκιμών. Ο κ. Ντάλλες φρονεί ότι αι Ηνωμέναι Πολιτείαι πρέπει να δεχθούν την αναστολήν υπό όρους, ενώ ο κ. Στράους αντιτίθεται σθεναρώς. Κατά τους πολιτικούς κύκλους μόνον ο πρόεδρος Άιζενχάουερ δύναται να άρη την διαφωνίαν. Εις την Ρώμην ανακοινώθη ότι η Ιταλία θα εγκαταστήση βαλλιστικά βλήματα εις το έδαφός της. Εις την Ελβετίαν η κυβέρνησις μελετά την απόκτησιν πυραύλων. Η Τσεχοσλοβακία και η Αυστρία υποστηρίζουν την αναστολήν των δοκιμών.: [613, 812, 895, 1259]
- body-text: Η αστυνομία ανεκάλυψεν ότι όπλα αποστέλλονται από την Αμερικήν εις τους Ιρλανδούς επαναστάτας.: [421, 854, 605, 900]
- dateline: ΒΑΛΕΤΤΑ, 9. (Ρόυτερ).: [421, 668, 579, 680]
- divider: [8, 585, 412, 586]
- headline: ΑΣΚΗΣΙΝ ΠΙΕΣΕΩΣ ΕΠΙ ΤΗΣ ΓΑΛΛΙΑΣ ΖΗΤΕΙ Ο Κ. ΜΠΟΥΡΓΚΙΜΠΑ ΔΙΑ ΝΑ ΑΠΟΔΕΧΘΗ ΑΥΤΗ ΤΗΝ ΑΝΕΞΑΡΤΗΣΙΑΝ ΤΟΥ ΑΛΓΕΡΙΟΥ: [613, 1767, 1192, 1843]
- body-text: Υπεγράφη μορφωτική συμφωνία μεταξύ Τουρκίας και Δυτικής Γερμανίας κατά την διάρκειαν της επισκέψεως του προέδρου Μπαγιάρ.: [421, 1441, 605, 1498]
- headline: Η ΕΛΛΗΝΙΚΗ ΣΥΜΒΑΣΙΣ ΕΛΛΑΔΟΣ — ΦΙΝΛΑΝΔΙΑΣ: [429, 1547, 598, 1576]
- article-body: [421, 1045, 605, 1146]
- body-text: Ο πρόεδρος της Ηνωμένης Αραβικής Δημοκρατίας Γκαμάλ Νάσσερ έφθασε χθες εις το Κίεβον όπου εγένετο δεκτός με εξαιρετικάς εκδηλώσεις υπό 400.000 πολιτών. Κατά μήκος της διαδρομής από το αεροδρόμιον μέχρι της πόλεως είχον παραταχθεί πλήθη λαού τα οποία επευφήμουν τον Αιγύπτιον ηγέτην. Ο κ. Νάσσερ συνοδεύεται υπό του σοβιετικού αντιπροέδρου κ. Μικογιάν και επισκέπτεται την Ουκρανίαν μετά την παραμονήν του εις την Μόσχαν. Εις τας δηλώσεις του ο Αιγύπτιος πρόεδρος ηυχαρίστησε τον σοβιετικόν λαόν διά την βοήθειαν την οποίαν παρέσχεν εις την Αίγυπτον κατά την διάρκειαν της κρίσεως του Σουέζ. Κατόπιν επεσκέφθη το μνημείον του αγνώστου στρατιώτου και κατέθεσε στέφανον. Εν τω μεταξύ εις την Δαμασκόν ανεκοινώθη ότι η Συρία θα συμμετάσχη εις την περαιτέρω ανάπτυξιν των σχέσεων με την Σοβιετικήν Ένωσιν. Αι άλλαι επισκέψεις του κ. Νάσσερ θα περιλάβουν το Λένινγκραντ και την Ταυρίδα. Εις το Λονδίνον αι αρμόδιαι υπηρεσίαι παρακολουθούν με ενδιαφέρον την περιοδείαν και τον χαρακτηρισμόν των Αμερικανών. Κατά τον αποκλεισμόν του 1956 η διώρυξ του Σουέζ έμεινε: [1052, 165, 1187, 713]
- dateline: ΓΕΝΕΥΗ, 9. (ΑΠ).: [1199, 1526, 1299, 1537]
- article-pflimlin: [1199, 449, 1590, 763]
- article-algeria: [613, 1767, 1192, 2318]
- body-text: Ο πρόεδρος της Ηνωμένης Αραβικής Δημοκρατίας Γκαμάλ Νάσσερ έφθασε χθες εις το Κίεβον όπου εγένετο δεκτός με εξαιρετικάς εκδηλώσεις υπό 400.000 πολιτών. Κατά μήκος της διαδρομής από το αεροδρόμιον μέχρι της πόλεως είχον παραταχθεί πλήθη λαού τα οποία επευφήμουν τον Αιγύπτιον ηγέτην. Ο κ. Νάσσερ συνοδεύεται υπό του σοβιετικού αντιπροέδρου κ. Μικογιάν και επισκέπτεται την Ουκρανίαν μετά την παραμονήν του εις την Μόσχαν. Εις τας δηλώσεις του ο Αιγύπτιος πρόεδρος ηυχαρίστησε τον σοβιετικόν λαόν διά την βοήθειαν την οποίαν παρέσχεν εις την Αίγυπτον κατά την διάρκειαν της κρίσεως του Σουέζ. Κατόπιν επεσκέφθη το μνημείον του αγνώστου στρατιώτου και κατέθεσε στέφανον. Εν τω μεταξύ εις την Δαμασκόν ανεκοινώθη ότι η Συρία θα συμμετάσχη εις την περαιτέρω ανάπτυξιν των σχέσεων με την Σοβιετικήν Ένωσιν. Αι άλλαι επισκέψεις του κ. Νάσσερ θα περιλάβουν το Λένινγκραντ και την Ταυρίδα. Εις το Λονδίνον αι αρμόδιαι υπηρεσίαι παρακολουθούν με ενδιαφέρον την περιοδείαν και τον χαρακτηρισμόν των Αμερικανών. Κατά τον αποκλεισμόν του 1956 η διώρυξ του Σουέζ έμεινε κλειστή επί μήνας και η διαφορά διά το Σουέζ δεν έχει ακόμη ρυθμισθή οριστικώς.: [906, 98, 1187, 713]
- subhead: Ο Κ. ΠΑΣΑΛΙΔΗΣ ΔΙ' ΑΝΑΚΟΙΝΩΣΕΩΣ ΤΟΥ ΕΠΙΚΡΙΝΕΙ ΤΟΥΣ Κ.Κ. ΠΕΡΗΝ ΚΑΙ ΘΥΜΙΟΓΙΑΝΝΗΝ: [616, 1307, 1189, 1352]
- body-text: Το περιοδικόν «Εξωτερικόν Εμπόριον» γράφει ότι αι εμπορικαί ανταλλαγαί μεταξύ Ελλάδος και Σοβιετικής Ενώσεως αυξάνονται συνεχώς. Κατά το 1957 αι σοβιετικαί εξαγωγαί εις την Ελλάδα ανήλθον εις 49 εκατομμύρια ρούβλια ενώ αι ελληνικαί εξαγωγαί προς την ΕΣΣΔ ανήλθον εις 35 εκατομμύρια. Η Σοβιετική Ένωσις εισάγει κυρίως καπνά, βαμβάκι και σταφίδα και εξάγει προς την Ελλάδα μηχανήματα, ξυλείαν και πετρελαιοειδή.: [8, 1412, 273, 1569]
- body-text: Η Ευρωπαϊκή Οργάνωσις Οικονομικής Συνεργασίας απεφάσισε να χορηγήση βοήθειαν διά την ανάπτυξιν της Ηπείρου.: [421, 1045, 605, 1102]
- article-nasser: [613, 6, 1187, 724]
- body-text: Ο πρόεδρος της Τυνησίας κ. Χαμπίμπ Μπουργκίμπα εις συνέντευξιν του προς γερμανικήν εφημερίδα εζήτησεν από τας Ηνωμένας Πολιτείας και τους συμμάχους της Γαλλίας να ασκήσουν πίεσιν επί της Γαλλικής κυβερνήσεως διά να αναγνωρίση την ανεξαρτησίαν του Αλγερίου. Ο κ. Μπουργκίμπα ετόνισεν ότι ο πόλεμος εις το Αλγέριον απειλεί την ειρήνην ολοκλήρου της Βορείου Αφρικής. Εις την Ουάσιγκτων αρμόδιοι κύκλοι δηλώνουν ότι παρακολουθούν με ενδιαφέρον την εξέλιξιν. Εις Παρισίους σημειώθη χθες συμπλοκή μεταξύ αστυνομικών και Αλγερινών διαδηλωτών, κατά την οποίαν ετραυματίσθησαν πολλοί.: [909, 1905, 1044, 2218]
- body-text: Ο πρόεδρος της Τυνησίας κ. Χαμπίμπ Μπουργκίμπα εις συνέντευξιν του προς γερμανικήν εφημερίδα εζήτησεν από τας Ηνωμένας Πολιτείας και τους συμμάχους της Γαλλίας να ασκήσουν πίεσιν επί της Γαλλικής κυβερνήσεως διά να αναγνωρίση την ανεξαρτησίαν του Αλγερίου. Ο κ. Μπουργκίμπα ετόνισεν ότι ο πόλεμος εις το Αλγέριον απειλεί την ειρήνην ολοκλήρου της Βορείου Αφρικής. Εις την Ουάσιγκτων αρμόδιοι κύκλοι δηλώνουν ότι παρακολουθούν με ενδιαφέρον την εξέλιξιν. Εις Παρισίους σημειώθη χθες συμπλοκή μεταξύ αστυνομικών και Αλγερινών διαδηλωτών, κατά την οποίαν ετραυματίσθησαν πολλοί.: [613, 1860, 749, 2184]
- body-text: Ο διακεκριμένος επιστήμων δήλωσεν ότι θα παρέλθουν αρκετά έτη μέχρις ότου ο άνθρωπος φθάση εις την Σελήνην. Ανάγκη ειδικής προπαρασκευής.: [421, 399, 605, 456]
- article-body: [1199, 1766, 1590, 1959]
- headline: ΤΑ ΤΕΘΕΝΤΑ ΥΠΟ ΤΟΥ Κ. ΝΤΑΛΛΕΣ ΣΗΜΕΙΑ ΔΙΑ ΤΗΝ ΣΥΓΚΛΗΣΙΝ ΤΗΣ ΔΙΑΣΚΕΨΕΩΣ ΑΠΑΡΑΔΕΚΤΑ ΔΙΑ ΤΗΝ ΣΟΒΙΕΤΙΚΗΝ ΕΝΩΣΙΝ: [1199, 766, 1590, 827]
- headline: ΕΣΤΕΡΗΘΗΣΑΝ ΤΟΥ ΔΙΚΑΙΩΜΑΤΟΣ ΤΗΣ ΨΗΦΟΥ ΕΙΣ ΤΗΝ ΔΙΑΣΚΕΨΙΝ ΕΜΠΟΡΙΚΟΥ ΝΑΥΤΙΚΟΥ ΟΙ «ΕΡΓΟΔΟΤΑΙ» ΤΩΝ ΚΟΜΜΟΥΝΙΣΤΙΚΩΝ ΧΩΡΩΝ: [1199, 1436, 1590, 1520]
- article-body: [613, 1358, 1192, 1762]
- body-text: Ο πρόεδρος της Ενιαίας Δημοκρατικής Αριστεράς κ. Ι. Πασαλίδης εξέδωσε χθες ανακοίνωσιν διά της οποίας επικρίνει τους υποψηφίους κ.κ. Πέρην και Θυμιογιάννην οι οποίοι απεχώρησαν από τον συνδυασμόν. Εις την ανακοίνωσιν τονίζεται ότι η στάσις των ανωτέρω αποτελεί πράξιν διασπάσεως. Ο κ. Πέρης απήντησε διά δηλώσεως ότι η αποχώρησίς του οφείλεται εις την απόφασιν της ηγεσίας να υποστηρίξη υποψηφίους ξένους προς τας αρχάς του. Εν τω μεταξύ εις τον Βόλον συνελήφθησαν μέλη της ΕΔΑ διότι διένεμον προκηρύξεις. Εις την Δράμαν ο νομάρχης απηύθυνε διάγγελμα προς τους ψηφοφόρους. Ο κ. Καραμανλής θα ομιλήση την Κυριακήν εις την Θεσσαλονίκην.: [613, 1358, 749, 1683]
- dateline: ΛΑΠΗ, 9. (Ασσ. Πρεσ).: [8, 1073, 135, 1084]
- body-text: Η ελληνική κυβέρνησις ενέκρινε την χορήγησιν βοηθείας εις το Πατριαρχείον Αλεξανδρείας διά την συντήρησιν των σχολείων του.: [421, 1242, 605, 1299]
- body-text: Οξεία διαφωνία έχει σημειωθή μεταξύ του προέδρου της Επιτροπής Ατομικής Ενεργείας κ. Στράους και του υπουργού των Εξωτερικών κ. Ντάλλες ως προς το ζήτημα της αναστολής των πυρηνικών δοκιμών. Ο κ. Ντάλλες φρονεί ότι αι Ηνωμέναι Πολιτείαι πρέπει να δεχθούν την αναστολήν υπό όρους, ενώ ο κ. Στράους αντιτίθεται σθεναρώς. Κατά τους πολιτικούς κύκλους μόνον ο πρόεδρος Άιζενχάουερ δύναται να άρη την διαφωνίαν. Εις την Ρώμην ανακοινώθη ότι η Ιταλία θα εγκαταστήση βαλλιστικά βλήματα εις το έδαφός της. Εις την Ελβετίαν η κυβέρνησις μελετά την απόκτησιν πυραύλων. Η Τσεχοσλοβακία και η Αυστρία υποστηρίζουν την αναστολήν των δοκιμών.: [1052, 868, 1187, 1193]
- dateline: ΠΑΡΙΣΙΟΙ, 9. (Ρόυτερ).: [1199, 519, 1331, 530]
- article-labour: [1199, 6, 1590, 445]
- headline: ΣΗΜΕΡΟΝ Ο ΦΛΕΜΛΕΝ ΘΑ ΑΠΑΝΤΗΣΗ ΑΝ ΑΠΟΔΕΧΕΤΑΙ Ή ΟΧΙ ΤΗΝ ΕΝΤΟΛΗΝ ΔΙΑ ΤΟΝ ΣΧΗΜΑΤΙΣΜΟΝ ΚΥΒΕΡΝΗΣΕΩΣ: [1199, 449, 1590, 513]
- column-rule: [1193, 6, 1194, 2315]
- section-heading: Τ' ΑΝΑΛΥΤΙΚΑ ΑΠΟΤΕΛΕΣΜΑΤΑ: [1444, 84, 1546, 111]
- kicker: Επί τη 13η επετείω της συμμαχικής νίκης: [8, 1630, 412, 1648]
- dateline: ΒΟΥΔΑΠΕΣΤΗ, 9. (Ασ. Πρέσ).: [147, 440, 273, 463]
- article-body: [421, 821, 605, 899]
- headline: ΕΝΑΓΥΡΙΣΑΝ ΑΙ ΔΙΑΠΡΑΓΜΑΤΕΥΣΕΙΣ ΔΙΑ ΤΗΝ ΗΜΙΑΡΠΙΑΝ ΤΗΣ ΤΕΤΑΡΤΗΣ: [428, 6, 598, 44]
- section-heading: Ο ΕΞΟΠΛΙΣΜΟΣ ΤΗΣ Δ. ΓΕΡΜΑΝΙΑΣ: [287, 1737, 410, 1763]
- headline: ΟΙ ΑΓΓΛΟΙ ΙΔΡΥΣΑΝ ΕΙΣ ΤΗΝ ΚΥΠΡΟΝ ΙΔΙΚΗΝ ΤΩΝ ΠΟΛΙΤΙΚΗΝ ΟΡΓΑΝΩΣΙΝ: [19, 995, 401, 1067]
- body-text: Ο πρόεδρος της Τυνησίας κ. Χαμπίμπ Μπουργκίμπα εις συνέντευξιν του προς γερμανικήν εφημερίδα εζήτησεν από τας Ηνωμένας Πολιτείας και τους συμμάχους της Γαλλίας να ασκήσουν πίεσιν επί της Γαλλικής κυβερνήσεως διά να αναγνωρίση την ανεξαρτησίαν του Αλγερίου. Ο κ. Μπουργκίμπα ετόνισεν ότι ο πόλεμος εις το Αλγέριον απειλεί την ειρήνην ολοκλήρου της Βορείου Αφρικής. Εις την Ουάσιγκτων αρμόδιοι κύκλοι δηλώνουν ότι παρακολουθούν με ενδιαφέρον την εξέλιξιν. Εις Παρισίους σημειώθη χθες συμπλοκή μεταξύ αστυνομικών και Αλγερινών διαδηλωτών, κατά την οποίαν ετραυματίσθησαν πολλοί.: [613, 1849, 897, 2318]
- article-turkey-president: [1199, 1963, 1590, 2318]
- dateline: ΒΟΝΝΗ, Γερμανία, 9. (Ασσ. Πρέσ).: [421, 1430, 605, 1453]
- headline: ΜΟΡΦΩΤΙΚΗ ΣΥΜΦΩΝΙΑ ΤΟΥΡΚΙΑΣ — ΔΥΤ. ΓΕΡΜΑΝΙΑΣ: [433, 1383, 594, 1427]
- article-body: [421, 1770, 605, 1885]
- section-heading: ΕΛΒΕΤΙΚΟΙ ΠΥΡΑΥΛΟΙ: [907, 940, 1040, 954]
- article-body: [421, 950, 605, 994]
- article-body: [421, 507, 605, 618]
- dateline: ΒΟΝΝΗ, 9. (Ασ. Πρέσ).: [1199, 2033, 1328, 2044]
- body-text: Ο εύδοξος Εμπορικός Σύλλογος ανακοινοί ότι αι διαπραγματεύσεις διά την ημιαργίαν της Τετάρτης επανελήφθησαν. Κατά την τελευταίαν σύσκεψιν εξητάσθησαν αι προτάσεις των εργαζομένων και αι αντιπροτάσεις των εμπόρων.: [421, 46, 605, 137]
- headline: ΠΟΛΛΟΙ ΑΝΩΤΑΤΟΙ ΣΟΒΙΕΤΙΚΟΙ ΣΤΡΑΤΙΩΤΙΚΟΙ ΚΑΤΗΓΟΡΟΥΝ ΤΑΣ ΗΝΩΜ. ΠΟΛΙΤΕΙΑΣ ΩΣ ΕΤΟΙΜΑΖΟΥΣΑΣ ΠΟΛΕΜΟΝ ΚΑΤΑ ΤΗΣ ΕΣΣΔ: [16, 1651, 404, 1731]
- dateline: ΑΓΚΥΡΑ, 9. (Ρόυτερ).: [421, 1335, 543, 1347]
- section-heading: ΣΥΜΠΛΟΚΗ ΕΙΣ ΤΟ ΠΑΡΙΣΙ: [919, 2222, 1034, 2249]
- article-soviet-conditions: [1199, 766, 1590, 1085]
- dateline: ΠΑΡΙΣΙΟΙ, 9. —: [421, 1045, 521, 1057]
- dateline: ΑΘΗΝΑΙ, 9. —: [421, 1578, 514, 1590]
- section-heading: ΠΑΡΑ ΤΟ ΑΝΤΙΠΡΟΕΔΡΟ: [929, 125, 1018, 152]
- section-heading: ΔΙ' ΕΙΡΗΝΙΚΗΝ ΧΡΗΣΙΝ: [1075, 839, 1165, 866]
- body-text: Με την ευκαιρίαν της 13ης επετείου της νίκης των Συμμάχων επί της χιτλερικής Γερμανίας πολλοί ανώτατοι σοβιετικοί στρατιωτικοί δημοσιεύουν άρθρα εις τον σοβιετικόν τύπον. Ο στρατάρχης Μαλινόφσκυ, υπουργός της Αμύνης, γράφει ότι αι Ηνωμέναι Πολιτείαι ετοιμάζουν πόλεμον κατά της Σοβιετικής Ενώσεως και ότι η ίδρυσις βάσεων πέριξ της ΕΣΣΔ αποτελεί απειλήν διά την ειρήνην. Ο στρατάρχης Κόνιεφ επικρίνει τον εξοπλισμόν της Δυτικής Γερμανίας με ατομικά όπλα. Ο στρατάρχης Ζούκωφ δεν περιλαμβάνεται μεταξύ των αρθρογράφων.: [8, 1747, 135, 2051]
- body-text: Οξεία διαφωνία έχει σημειωθή μεταξύ του προέδρου της Επιτροπής Ατομικής Ενεργείας κ. Στράους και του υπουργού των Εξωτερικών κ. Ντάλλες ως προς το ζήτημα της αναστολής των πυρηνικών δοκιμών. Ο κ. Ντάλλες φρονεί ότι αι Ηνωμέναι Πολιτείαι πρέπει να δεχθούν την αναστολήν υπό όρους, ενώ ο κ. Στράους αντιτίθεται σθεναρώς. Κατά τους πολιτικούς κύκλους μόνον ο πρόεδρος Άιζενχάουερ δύναται να άρη την διαφωνίαν. Εις την Ρώμην ανακοινώθη ότι η Ιταλία θα εγκαταστήση βαλλιστικά βλήματα εις το έδαφός της. Εις την Ελβετίαν η κυβέρνησις μελετά την απόκτησιν πυραύλων. Η Τσεχοσλοβακία και η Αυστρία υποστηρίζουν την αναστολήν των δοκιμών.: [613, 823, 748, 1147]
- body-text: Ο πρόεδρος της Ενιαίας Δημοκρατικής Αριστεράς κ. Ι. Πασαλίδης εξέδωσε χθες ανακοίνωσιν διά της οποίας επικρίνει τους υποψηφίους κ.κ. Πέρην και Θυμιογιάννην οι οποίοι απεχώρησαν από τον συνδυασμόν. Εις την ανακοίνωσιν τονίζεται ότι η στάσις των ανωτέρω αποτελεί πράξιν διασπάσεως. Ο κ. Πέρης απήντησε διά δηλώσεως ότι η αποχώρησίς του οφείλεται εις την απόφασιν της ηγεσίας να υποστηρίξη υποψηφίους: [1056, 1558, 1192, 1759]
